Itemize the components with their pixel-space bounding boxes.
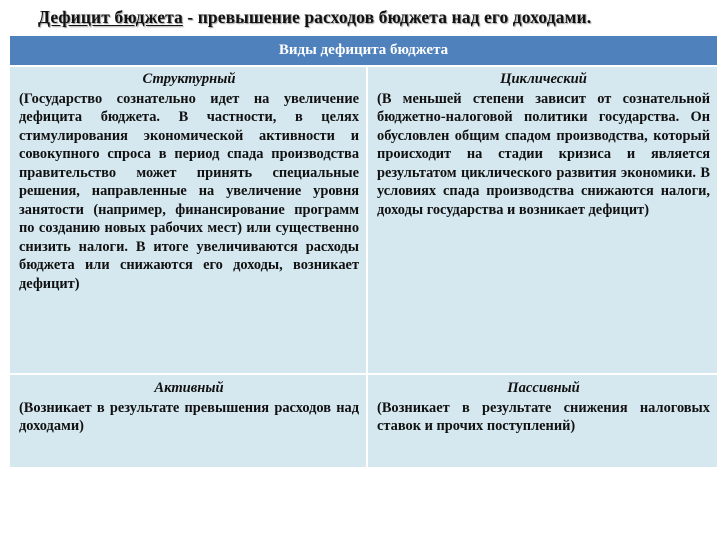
title-definition: - превышение расходов бюджета над его доходами.	[182, 7, 592, 27]
cell-title: Циклический	[500, 71, 587, 87]
table-cell-structural	[9, 66, 367, 374]
title-term: Дефицит бюджета	[38, 7, 183, 27]
cell-title: Пассивный	[507, 380, 580, 396]
cell-text: (Государство сознательно идет на увеличение дефицита бюджета. В частности, в целях стимулирования экономической активности и совокупного спроса в период спада производства правительство может принять специальные решения, направленные на увеличение уровня занятости (например, финансирование программ по созданию новых рабочих мест) или существенно снизить налоги. В итоге увеличиваются расходы бюджета или снижаются его доходы, возникает дефицит)	[19, 90, 360, 292]
cell-text: (Возникает в результате превышения расходов над доходами)	[19, 399, 360, 434]
table-cell-cyclical	[367, 66, 718, 374]
table-row	[9, 66, 718, 374]
cell-text: (В меньшей степени зависит от сознательной бюджетно-налоговой политики государства. Он обусловлен общим спадом производства, который происходит на стадии кризиса и является результатом циклического развития экономики. В условиях спада производства снижаются налоги, доходы государства и возникает дефицит)	[377, 90, 710, 218]
table-header-row	[9, 35, 718, 66]
table-header: Виды дефицита бюджета	[9, 35, 718, 66]
cell-title: Структурный	[142, 71, 236, 87]
page-title	[38, 7, 718, 28]
table-row	[9, 374, 718, 468]
cell-title: Активный	[154, 380, 224, 396]
table-cell-active	[9, 374, 367, 468]
cell-text: (Возникает в результате снижения налоговых ставок и прочих поступлений)	[377, 399, 710, 434]
deficit-types-table	[8, 34, 719, 469]
table-cell-passive	[367, 374, 718, 468]
